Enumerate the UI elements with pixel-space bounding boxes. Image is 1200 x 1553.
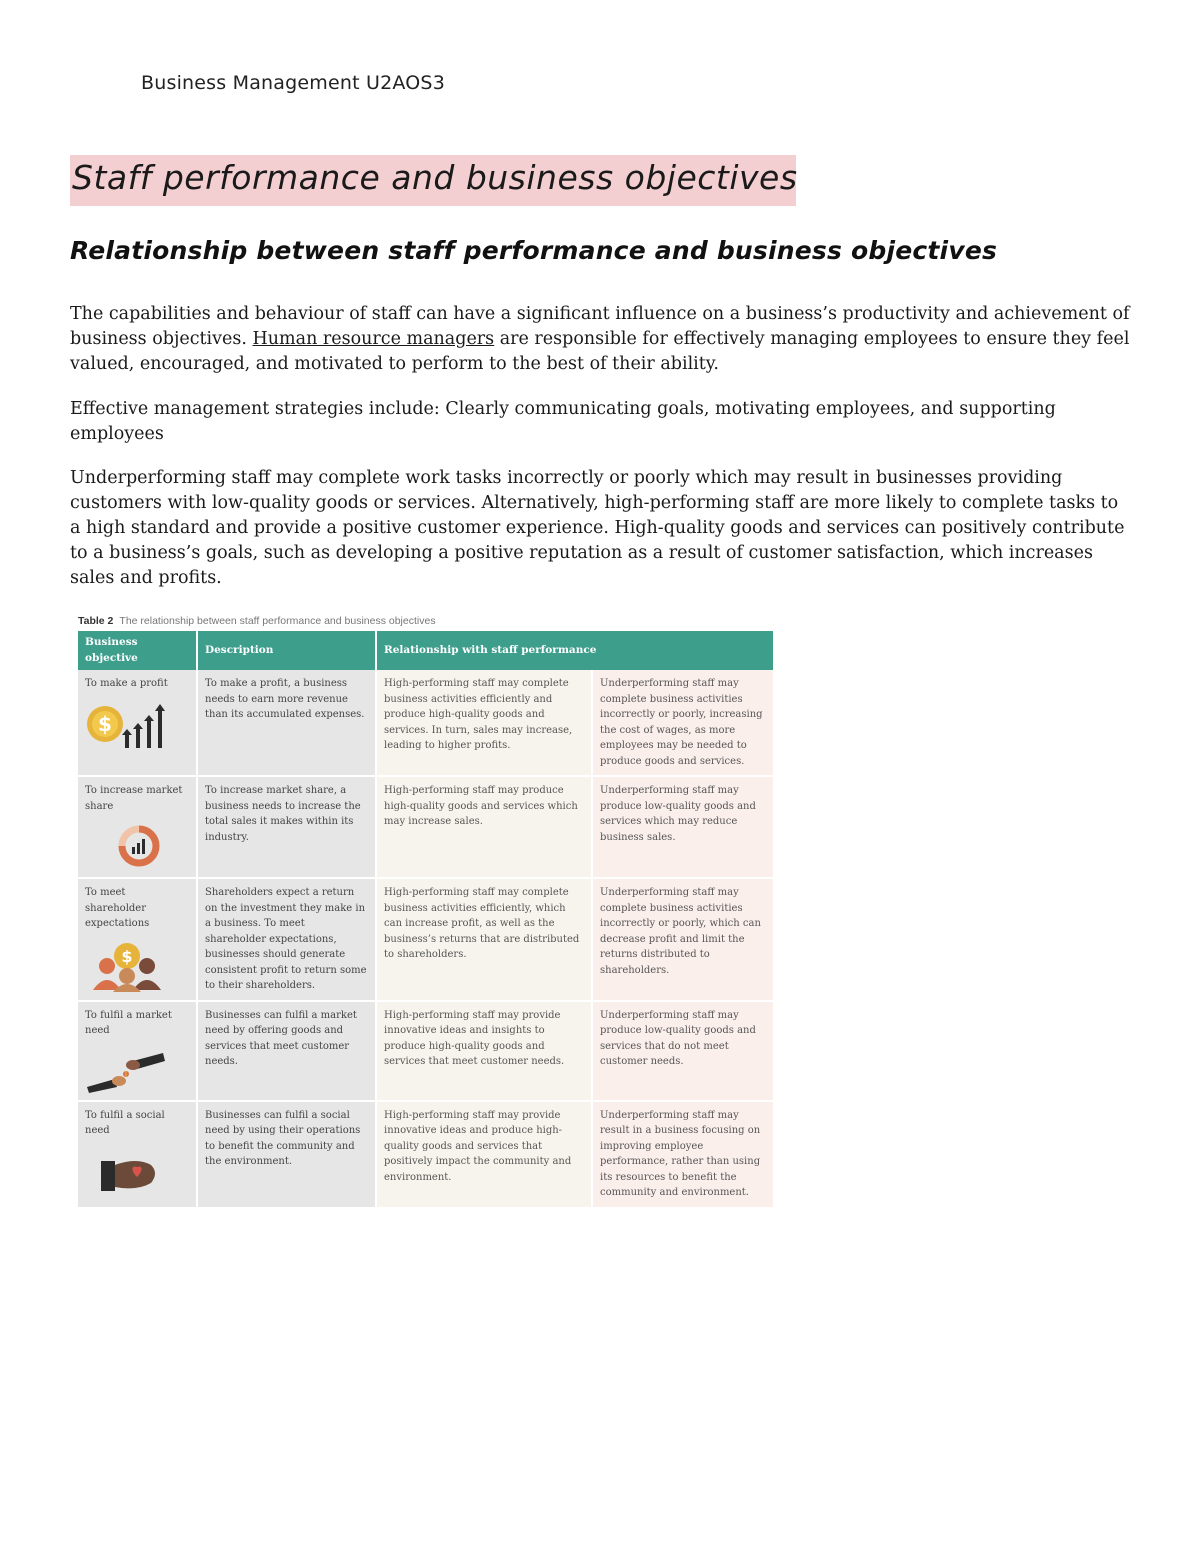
svg-text:$: $ (98, 711, 112, 736)
document-header: Business Management U2AOS3 (141, 72, 445, 94)
high-performance-cell: High-performing staff may complete business activities efficiently and produce high-quality goods and services. In turn, sales may increase, leading to higher profits. (376, 670, 592, 776)
objective-cell (78, 878, 197, 1001)
table-figure (78, 611, 774, 1209)
hr-managers-link[interactable]: Human resource managers (252, 329, 495, 349)
table-header-row (78, 631, 774, 670)
high-performance-cell: High-performing staff may complete business activities efficiently, which can increase profit, as well as the business’s returns that are distributed to shareholders. (376, 878, 592, 1001)
section-heading: Relationship between staff performance and business objectives (70, 236, 998, 265)
objective-cell (78, 1101, 197, 1208)
high-performance-cell: High-performing staff may produce high-quality goods and services which may increase sales. (376, 776, 592, 878)
description-cell: Businesses can fulfil a social need by using their operations to benefit the community and the environment. (197, 1101, 376, 1208)
profit-coin-arrows-icon (85, 700, 167, 752)
table-row (78, 1101, 774, 1208)
handshake-exchange-icon (85, 1047, 167, 1093)
description-cell: To make a profit, a business needs to earn more revenue than its accumulated expenses. (197, 670, 376, 776)
shareholders-coin-icon (85, 940, 167, 992)
description-cell: To increase market share, a business needs to increase the total sales it makes within its industry. (197, 776, 376, 878)
table-caption-label: Table 2 (78, 615, 114, 627)
underperformance-cell: Underperforming staff may produce low-quality goods and services which may reduce business sales. (592, 776, 774, 878)
objective-cell (78, 776, 197, 878)
table-caption (78, 611, 774, 631)
high-performance-cell: High-performing staff may provide innovative ideas and insights to produce high-quality goods and services that meet customer needs. (376, 1001, 592, 1101)
paragraph-text: The capabilities and behaviour of staff can have a significant influence on a business’s productivity and achievement of business objectives. (70, 304, 1130, 349)
objective-label: To fulfil a market need (85, 1009, 172, 1036)
table-row (78, 1001, 774, 1101)
table-row (78, 670, 774, 776)
description-cell: Businesses can fulfil a market need by offering goods and services that meet customer needs. (197, 1001, 376, 1101)
underperformance-cell: Underperforming staff may complete business activities incorrectly or poorly, which can decrease profit and limit the returns distributed to shareholders. (592, 878, 774, 1001)
objective-label: To increase market share (85, 785, 183, 812)
description-cell: Shareholders expect a return on the investment they make in a business. To meet shareholder expectations, businesses should generate consistent profit to return some to their shareholders. (197, 878, 376, 1001)
paragraph-text: are responsible for effectively managing employees to ensure they feel valued, encouraged, and motivated to perform to the best of their ability. (70, 329, 1130, 374)
header-relationship: Relationship with staff performance (376, 631, 774, 670)
paragraph-capabilities (70, 302, 1130, 377)
market-share-chart-icon (85, 822, 167, 868)
svg-text:$: $ (121, 946, 133, 966)
objective-cell (78, 1001, 197, 1101)
hand-heart-icon (85, 1147, 167, 1195)
objective-cell (78, 670, 197, 776)
high-performance-cell: High-performing staff may provide innovative ideas and produce high-quality goods and services that positively impact the community and environment. (376, 1101, 592, 1208)
objective-label: To meet shareholder expectations (85, 887, 150, 929)
table-row (78, 776, 774, 878)
paragraph-strategies: Effective management strategies include: Clearly communicating goals, motivating employees, and supporting employees (70, 399, 1056, 444)
page-title: Staff performance and business objectives (72, 158, 798, 197)
objectives-table (78, 631, 775, 1209)
table-row (78, 878, 774, 1001)
underperformance-cell: Underperforming staff may complete business activities incorrectly or poorly, increasing the cost of wages, as more employees may be needed to produce goods and services. (592, 670, 774, 776)
underperformance-cell: Underperforming staff may result in a business focusing on improving employee performance, rather than using its resources to benefit the community and environment. (592, 1101, 774, 1208)
header-description: Description (197, 631, 376, 670)
header-business-objective: Business objective (78, 631, 197, 670)
table-caption-text: The relationship between staff performance and business objectives (119, 615, 436, 627)
underperformance-cell: Underperforming staff may produce low-quality goods and services that do not meet customer needs. (592, 1001, 774, 1101)
paragraph-underperforming: Underperforming staff may complete work tasks incorrectly or poorly which may result in businesses providing customers with low-quality goods or services. Alternatively, high-performing staff are more likely to complete tasks to a high standard and provide a positive customer experience. High-quality goods and services can positively contribute to a business’s goals, such as developing a positive reputation as a result of customer satisfaction, which increases sales and profits. (70, 468, 1125, 588)
objective-label: To make a profit (85, 678, 168, 689)
objective-label: To fulfil a social need (85, 1109, 165, 1136)
